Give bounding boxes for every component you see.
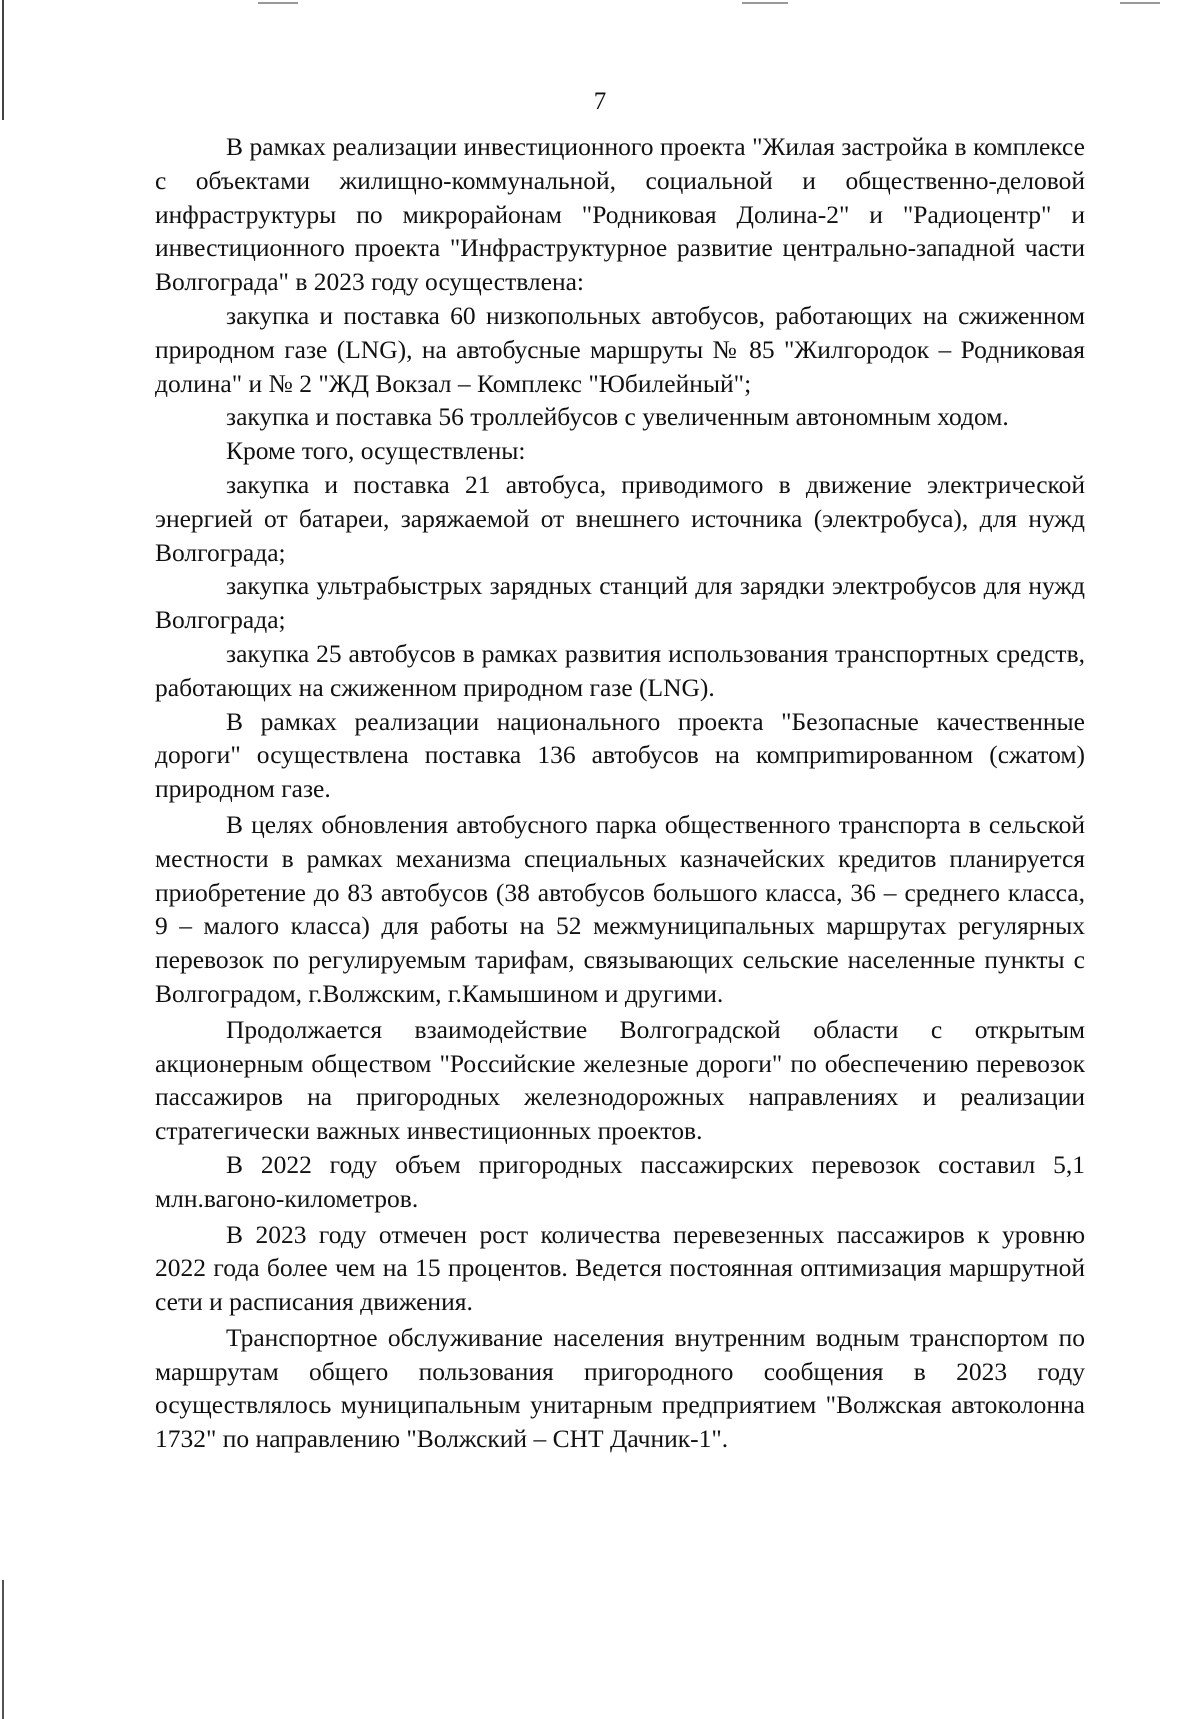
paragraph: В 2022 году объем пригородных пассажирских перевозок составил 5,1 млн.вагоно-километров.: [155, 1149, 1085, 1213]
document-body: [155, 130, 1085, 1456]
paragraph: закупка и поставка 21 автобуса, приводимого в движение электрической энергией от батареи, заряжаемой от внешнего источника (электробуса), для нужд Волгограда;: [155, 469, 1085, 567]
paragraph: В 2023 году отмечен рост количества перевезенных пассажиров к уровню 2022 года более чем на 15 процентов. Ведется постоянная оптимизация маршрутной сети и расписания движения.: [155, 1219, 1085, 1317]
paragraph: В рамках реализации национального проекта "Безопасные качественные дороги" осуществлена поставка 136 автобусов на комприmированном (сжатом) природном газе.: [155, 706, 1085, 804]
page-number: 7: [593, 88, 607, 115]
scan-top-artifact: [1120, 2, 1160, 4]
paragraph: В целях обновления автобусного парка общественного транспорта в сельской местности в рамках механизма специальных казначейских кредитов планируется приобретение до 83 автобусов (38 автобусов большого класса, 36 – среднего класса, 9 – малого класса) для работы на 52 межмуниципальных маршрутах регулярных перевозок по регулируемым тарифам, связывающих сельские населенные пункты с Волгоградом, г.Волжским, г.Камышином и другими.: [155, 809, 1085, 1008]
scan-top-artifact: [258, 2, 298, 4]
paragraph: закупка и поставка 60 низкопольных автобусов, работающих на сжиженном природном газе (LNG), на автобусные маршруты № 85 "Жилгородок – Родниковая долина" и № 2 "ЖД Вокзал – Комплекс "Юбилейный";: [155, 300, 1085, 398]
paragraph: Продолжается взаимодействие Волгоградской области с открытым акционерным обществом "Российские железные дороги" по обеспечению перевозок пассажиров на пригородных железнодорожных направлениях и реализации стратегически важных инвестиционных проектов.: [155, 1014, 1085, 1146]
paragraph: Транспортное обслуживание населения внутренним водным транспортом по маршрутам общего пользования пригородного сообщения в 2023 году осуществлялось муниципальным унитарным предприятием "Волжская автоколонна 1732" по направлению "Волжский – СНТ Дачник-1".: [155, 1322, 1085, 1454]
scan-top-artifact: [742, 2, 788, 4]
paragraph: В рамках реализации инвестиционного проекта "Жилая застройка в комплексе с объектами жилищно-коммунальной, социальной и общественно-деловой инфраструктуры по микрорайонам "Родниковая Долина-2" и "Радиоцентр" и инвестиционного проекта "Инфраструктурное развитие центрально-западной части Волгограда" в 2023 году осуществлена:: [155, 132, 1085, 297]
paragraph: закупка 25 автобусов в рамках развития использования транспортных средств, работающих на сжиженном природном газе (LNG).: [155, 638, 1085, 702]
scan-edge-artifact: [2, 0, 4, 1719]
paragraph: закупка ультрабыстрых зарядных станций для зарядки электробусов для нужд Волгограда;: [155, 571, 1085, 635]
paragraph: закупка и поставка 56 троллейбусов с увеличенным автономным ходом.: [226, 402, 1009, 432]
paragraph: Кроме того, осуществлены:: [226, 436, 526, 466]
